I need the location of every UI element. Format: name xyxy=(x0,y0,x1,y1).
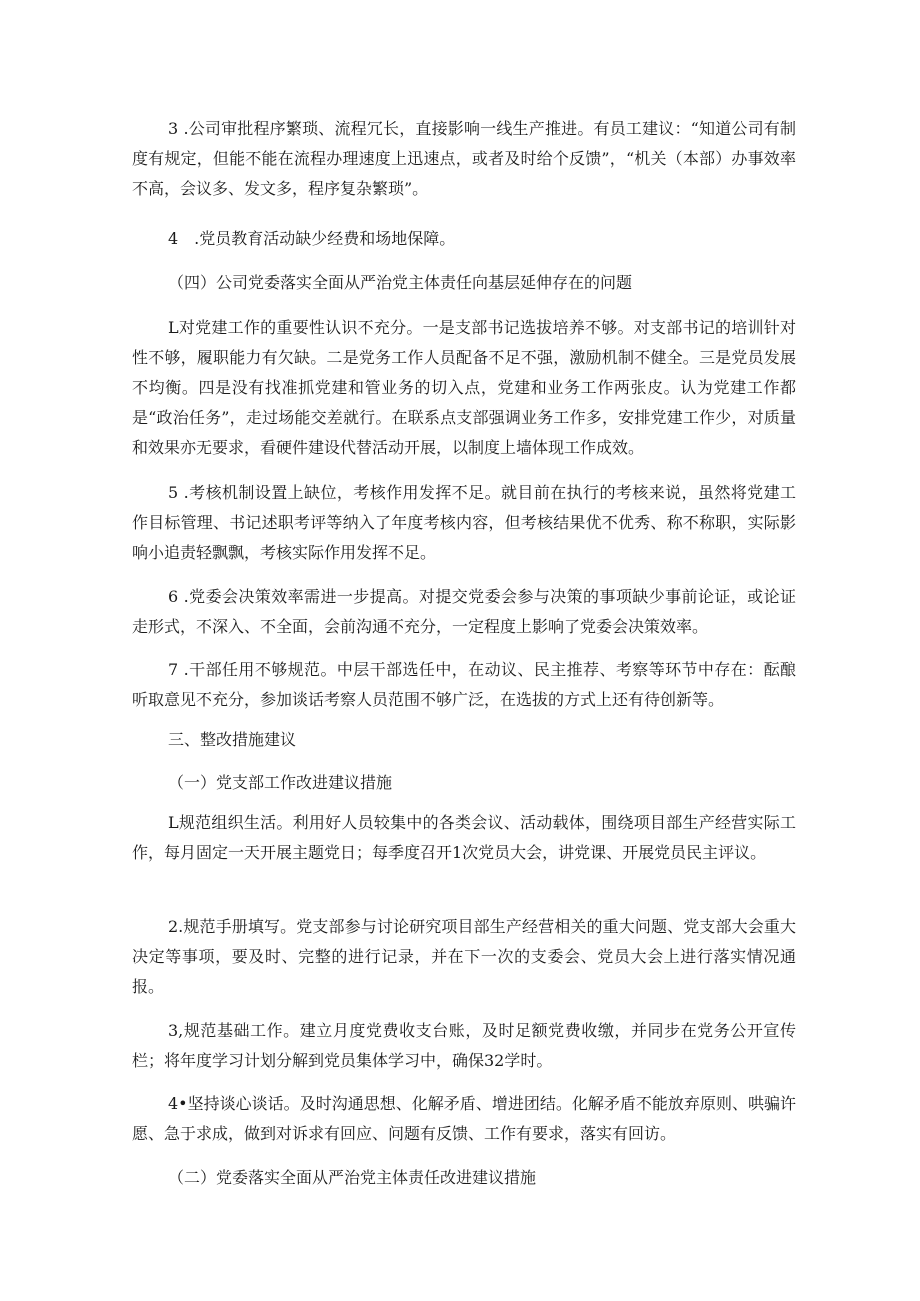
paragraph-measure-2: 2.规范手册填写。党支部参与讨论研究项目部生产经营相关的重大问题、党支部大会重大决定等事项，要及时、完整的进行记录，并在下一次的支委会、党员大会上进行落实情况通报。 xyxy=(132,917,796,996)
paragraph-item-7: 7 .干部任用不够规范。中层干部选任中，在动议、民主推荐、考察等环节中存在：酝酿听取意见不充分，参加谈话考察人员范围不够广泛，在选拔的方式上还有待创新等。 xyxy=(132,660,796,709)
paragraph-item-3: 3 .公司审批程序繁琐、流程冗长，直接影响一线生产推进。有员工建议：“知道公司有制度有规定，但能不能在流程办理速度上迅速点，或者及时给个反馈”，“机关（本部）办事效率不高，会议多、发文多，程序复杂繁琐”。 xyxy=(132,119,796,198)
paragraph-item-6: 6 .党委会决策效率需进一步提高。对提交党委会参与决策的事项缺少事前论证，或论证走形式，不深入、不全面，会前沟通不充分，一定程度上影响了党委会决策效率。 xyxy=(132,587,796,636)
section-heading-4: （四）公司党委落实全面从严治党主体责任向基层延伸存在的问题 xyxy=(168,273,633,292)
paragraph-item-4: 4 .党员教育活动缺少经费和场地保障。 xyxy=(168,229,456,248)
section-heading-3: 三、整改措施建议 xyxy=(168,730,297,749)
paragraph-measure-1: L规范组织生活。利用好人员较集中的各类会议、活动载体，围绕项目部生产经营实际工作，每月固定一天开展主题党日；每季度召开1次党员大会，讲党课、开展党员民主评议。 xyxy=(132,813,796,862)
paragraph-item-5: 5 .考核机制设置上缺位，考核作用发挥不足。就目前在执行的考核来说，虽然将党建工作目标管理、书记述职考评等纳入了年度考核内容，但考核结果优不优秀、称不称职，实际影响小追责轻飘飘，考核实际作用发挥不足。 xyxy=(132,483,796,562)
paragraph-measure-3: 3,规范基础工作。建立月度党费收支台账，及时足额党费收缴，并同步在党务公开宣传栏；将年度学习计划分解到党员集体学习中，确保32学时。 xyxy=(132,1021,796,1070)
paragraph-measure-4: 4•坚持谈心谈话。及时沟通思想、化解矛盾、增进团结。化解矛盾不能放弃原则、哄骗许愿、急于求成，做到对诉求有回应、问题有反馈、工作有要求，落实有回访。 xyxy=(132,1094,796,1143)
subsection-heading-2: （二）党委落实全面从严治党主体责任改进建议措施 xyxy=(168,1168,537,1187)
subsection-heading-1: （一）党支部工作改进建议措施 xyxy=(168,773,393,792)
paragraph-item-L: L对党建工作的重要性认识不充分。一是支部书记选拔培养不够。对支部书记的培训针对性不够，履职能力有欠缺。二是党务工作人员配备不足不强，激励机制不健全。三是党员发展不均衡。四是没有找准抓党建和管业务的切入点，党建和业务工作两张皮。认为党建工作都是“政治任务”，走过场能交差就行。在联系点支部强调业务工作多，安排党建工作少，对质量和效果亦无要求，看硬件建设代替活动开展，以制度上墙体现工作成效。 xyxy=(132,318,796,457)
